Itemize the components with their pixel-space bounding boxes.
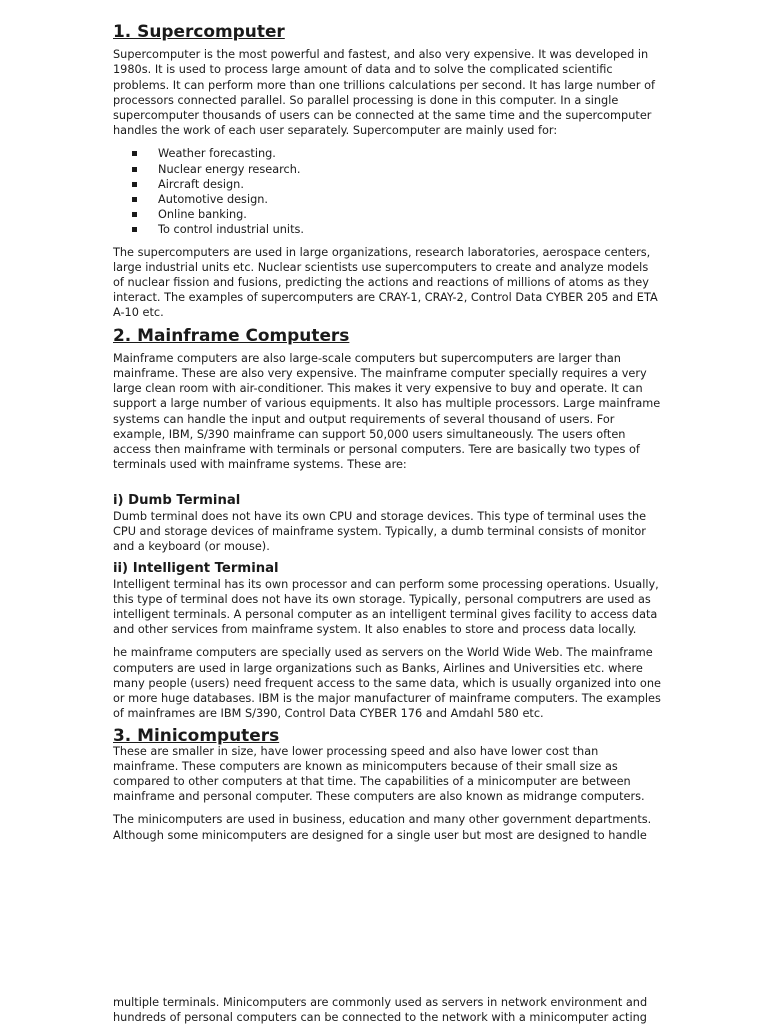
bullet-icon — [132, 182, 137, 187]
paragraph-minicomputers-body: The minicomputers are used in business, education and many other government departments. Although some minicomputers are designed for a single user but most are designed to handle — [113, 813, 652, 842]
bullet-icon — [132, 167, 137, 172]
document-page — [113, 21, 661, 843]
paragraph-minicomputers-continued: multiple terminals. Minicomputers are commonly used as servers in network environment and hundreds of personal computers can be connected to the network with a minicomputer acting — [113, 996, 648, 1025]
paragraph-supercomputer-body: The supercomputers are used in large organizations, research laboratories, aerospace centers, large industrial units etc. Nuclear scientists use supercomputers to create and analyze models of nuclear fission and fusions, predicting the actions and reactions of millions of atoms as they interact. The examples of supercomputers are CRAY-1, CRAY-2, Control Data CYBER 205 and ETA A-10 etc. — [113, 245, 658, 320]
list-item — [113, 146, 661, 161]
list-item-text: Weather forecasting. — [158, 147, 276, 161]
list-item-text: Automotive design. — [158, 193, 269, 207]
list-item-text: Online banking. — [158, 208, 247, 222]
list-item — [113, 207, 661, 222]
supercomputer-uses-list — [113, 146, 661, 237]
list-item — [113, 192, 661, 207]
list-item-text: Nuclear energy research. — [158, 162, 301, 176]
bullet-icon — [132, 212, 137, 217]
list-item — [113, 162, 661, 177]
paragraph-minicomputers-intro: These are smaller in size, have lower processing speed and also have lower cost than mainframe. These computers are known as minicomputers because of their small size as compared to other computers at that time. The capabilities of a minicomputer are between mainframe and personal computer. These computers are also known as midrange computers. — [113, 744, 645, 804]
paragraph-mainframe-closing: he mainframe computers are specially used as servers on the World Wide Web. The mainframe computers are used in large organizations such as Banks, Airlines and Universities etc. where many people (users) need frequent access to the same data, which is usually organized into one or more huge databases. IBM is the major manufacturer of mainframe computers. The examples of mainframes are IBM S/390, Control Data CYBER 176 and Amdahl 580 etc. — [113, 646, 661, 721]
paragraph-dumb-terminal: Dumb terminal does not have its own CPU and storage devices. This type of terminal uses the CPU and storage devices of mainframe system. Typically, a dumb terminal consists of monitor and a keyboard (or mouse). — [113, 509, 647, 554]
list-item-text: To control industrial units. — [158, 223, 304, 237]
subheading-dumb-terminal: i) Dumb Terminal — [113, 493, 241, 509]
section-heading-mainframe: 2. Mainframe Computers — [113, 324, 350, 345]
paragraph-intelligent-terminal: Intelligent terminal has its own processor and can perform some processing operations. Usually, this type of terminal does not have its own storage. Typically, personal computrers are used as intelligent terminals. A personal computer as an intelligent terminal gives facility to access data and other services from mainframe system. It also enables to store and process data locally. — [113, 577, 659, 637]
section-heading-minicomputers: 3. Minicomputers — [113, 725, 280, 746]
page-continuation — [113, 995, 661, 1025]
spacer — [113, 472, 661, 493]
section-heading-supercomputer: 1. Supercomputer — [113, 21, 285, 41]
subheading-intelligent-terminal: ii) Intelligent Terminal — [113, 561, 279, 577]
list-item — [113, 177, 661, 192]
paragraph-mainframe-intro: Mainframe computers are also large-scale computers but supercomputers are larger than mainframe. These are also very expensive. The mainframe computer specially requires a very large clean room with air-conditioner. This makes it very expensive to buy and operate. It can support a large number of various equipments. It also has multiple processors. Large mainframe systems can handle the input and output requirements of several thousand of users. For example, IBM, S/390 mainframe can support 50,000 users simultaneously. The users often access then mainframe with terminals or personal computers. Tere are basically two types of terminals used with mainframe systems. These are: — [113, 351, 661, 472]
bullet-icon — [132, 197, 137, 202]
list-item-text: Aircraft design. — [158, 177, 244, 191]
bullet-icon — [132, 227, 137, 232]
bullet-icon — [132, 151, 137, 156]
paragraph-supercomputer-intro: Supercomputer is the most powerful and fastest, and also very expensive. It was developed in 1980s. It is used to process large amount of data and to solve the complicated scientific problems. It can perform more than one trillions calculations per second. It has large number of processors connected parallel. So parallel processing is done in this computer. In a single supercomputer thousands of users can be connected at the same time and the supercomputer handles the work of each user separately. Supercomputer are mainly used for: — [113, 48, 655, 138]
list-item — [113, 222, 661, 237]
